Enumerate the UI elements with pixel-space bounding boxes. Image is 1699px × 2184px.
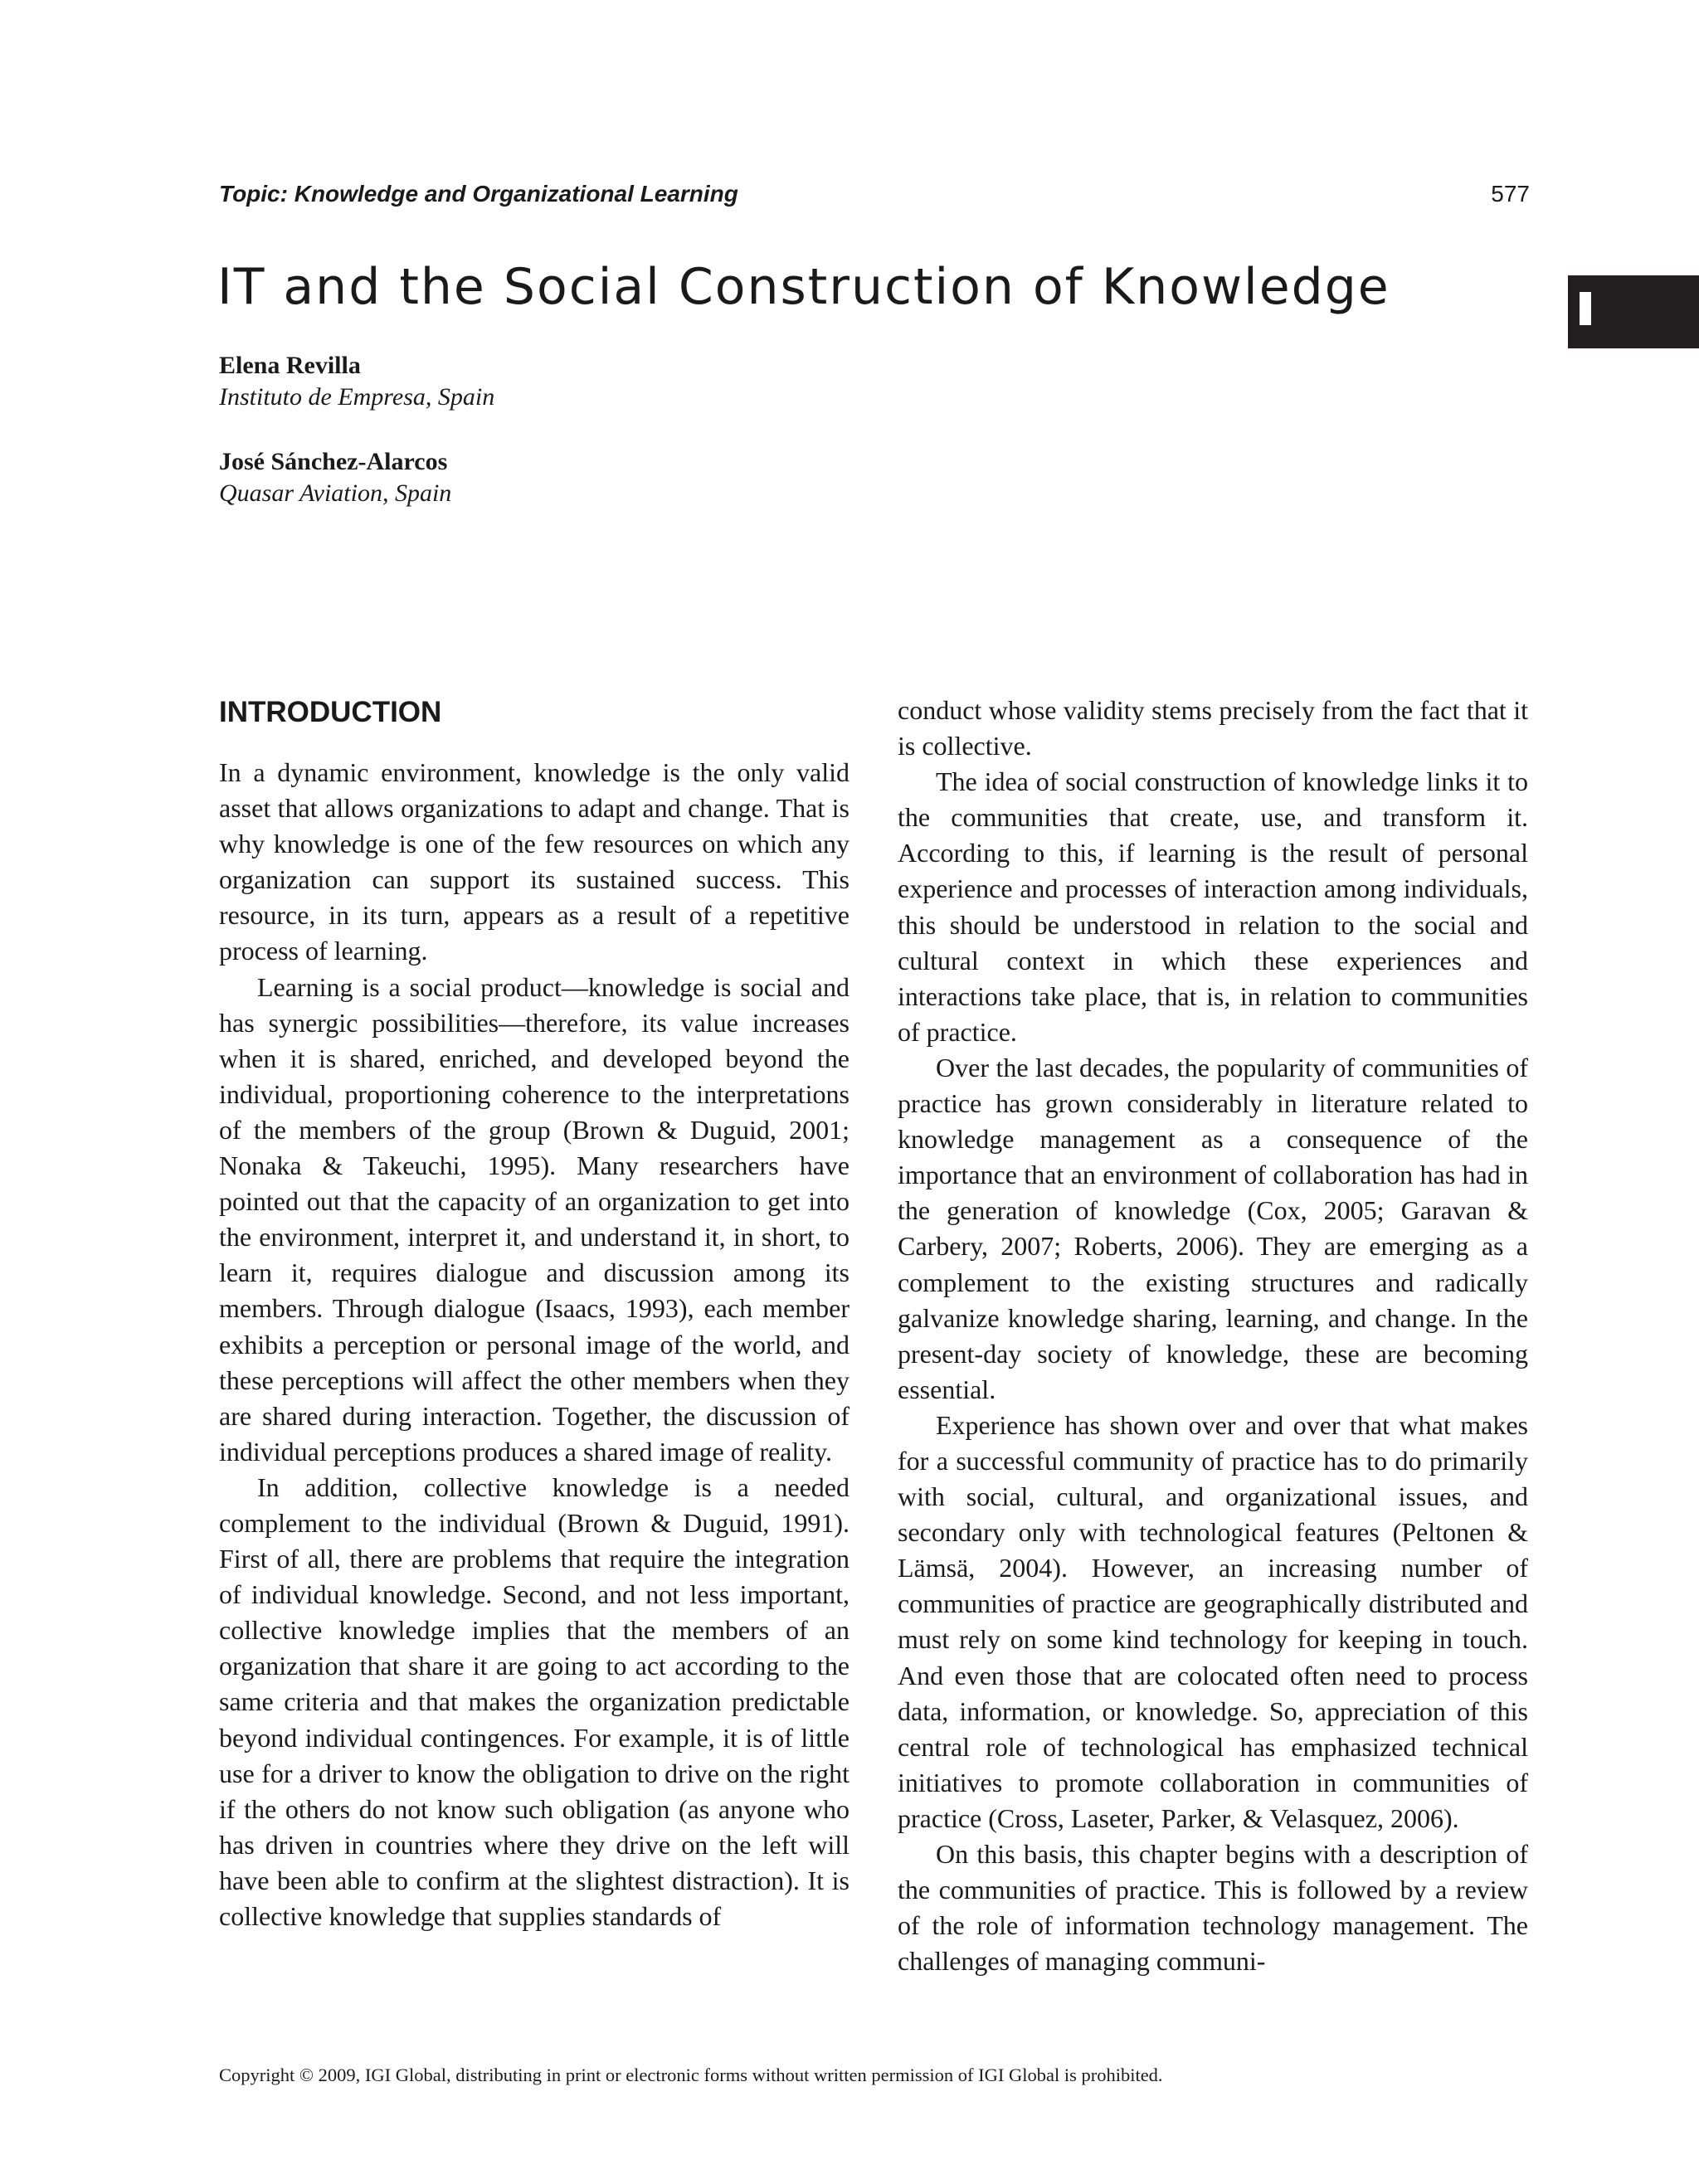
body-paragraph: In a dynamic environment, knowledge is the only valid asset that allows organizations to adapt and change. That is why knowledge is one of the few resources on which any organization can support its sustained success. This resource, in its turn, appears as a result of a repetitive process of learning. (219, 757, 850, 966)
body-paragraph: Over the last decades, the popularity of communities of practice has grown considerably in literature related to knowledge management as a consequence of the importance that an environment of collaboration has had in the generation of knowledge (Cox, 2005; Garavan & Carbery, 2007; Roberts, 2006). They are emerging as a complement to the existing structures and radically galvanize knowledge sharing, learning, and change. In the present-day society of knowledge, these are becoming essential. (898, 1052, 1528, 1404)
body-paragraph: Experience has shown over and over that what makes for a successful community of practice has to do primarily with social, cultural, and organizational issues, and secondary only with technological features (Peltonen & Lämsä, 2004). However, an increasing number of communities of practice are geographically distributed and must rely on some kind technology for keeping in touch. And even those that are colocated often need to process data, information, or knowledge. So, appreciation of this central role of technological has emphasized technical initiatives to promote collaboration in communities of practice (Cross, Laseter, Parker, & Velasquez, 2006). (898, 1409, 1528, 1833)
body-paragraph: In addition, collective knowledge is a needed complement to the individual (Brown & Duguid, 1991). First of all, there are problems that require the integration of individual knowledge. Second, and not less important, collective knowledge implies that the members of an organization that share it are going to act according to the same criteria and that makes the organization predictable beyond individual contingences. For example, it is of little use for a driver to know the obligation to drive on the right if the others do not know such obligation (as anyone who has driven in countries where they drive on the left will have been able to confirm at the slightest distraction). It is collective knowledge that supplies standards of (219, 1471, 850, 1931)
body-paragraph: Learning is a social product—knowledge is social and has synergic possibilities—therefore, its value increases when it is shared, enriched, and developed beyond the individual, proportioning coherence to the interpretations of the members of the group (Brown & Duguid, 2001; Nonaka & Takeuchi, 1995). Many researchers have pointed out that the capacity of an organization to get into the environment, interpret it, and understand it, in short, to learn it, requires dialogue and discussion among its members. Through dialogue (Isaacs, 1993), each member exhibits a perception or personal image of the world, and these perceptions will affect the other members when they are shared during interaction. Together, the discussion of individual perceptions produces a shared image of reality. (219, 971, 850, 1467)
chapter-title: IT and the Social Construction of Knowledge (217, 258, 1390, 316)
author-1-name: Elena Revilla (219, 352, 361, 379)
thumb-tab-letter-i (1580, 292, 1591, 325)
author-2-name: José Sánchez-Alarcos (219, 448, 448, 475)
body-paragraph: On this basis, this chapter begins with a description of the communities of practice. This is followed by a review of the role of information technology management. The challenges of managing communi- (898, 1839, 1528, 1977)
body-paragraph: The idea of social construction of knowledge links it to the communities that create, use, and transform it. According to this, if learning is the result of personal experience and processes of interaction among individuals, this should be understood in relation to the social and cultural context in which these experiences and interactions take place, that is, in relation to communities of practice. (898, 766, 1528, 1047)
section-heading-introduction: INTRODUCTION (219, 696, 442, 728)
author-2-affiliation: Quasar Aviation, Spain (219, 479, 452, 507)
body-paragraph: conduct whose validity stems precisely from the fact that it is collective. (898, 695, 1528, 761)
page-number: 577 (1491, 181, 1530, 207)
copyright-notice: Copyright © 2009, IGI Global, distributing in print or electronic forms without written permission of IGI Global is prohibited. (219, 2065, 1163, 2085)
author-1-affiliation: Instituto de Empresa, Spain (219, 383, 495, 411)
section-thumb-tab (1568, 275, 1699, 348)
running-head-topic: Topic: Knowledge and Organizational Learning (219, 181, 738, 207)
right-column (898, 693, 1528, 1979)
left-column (219, 755, 850, 1934)
